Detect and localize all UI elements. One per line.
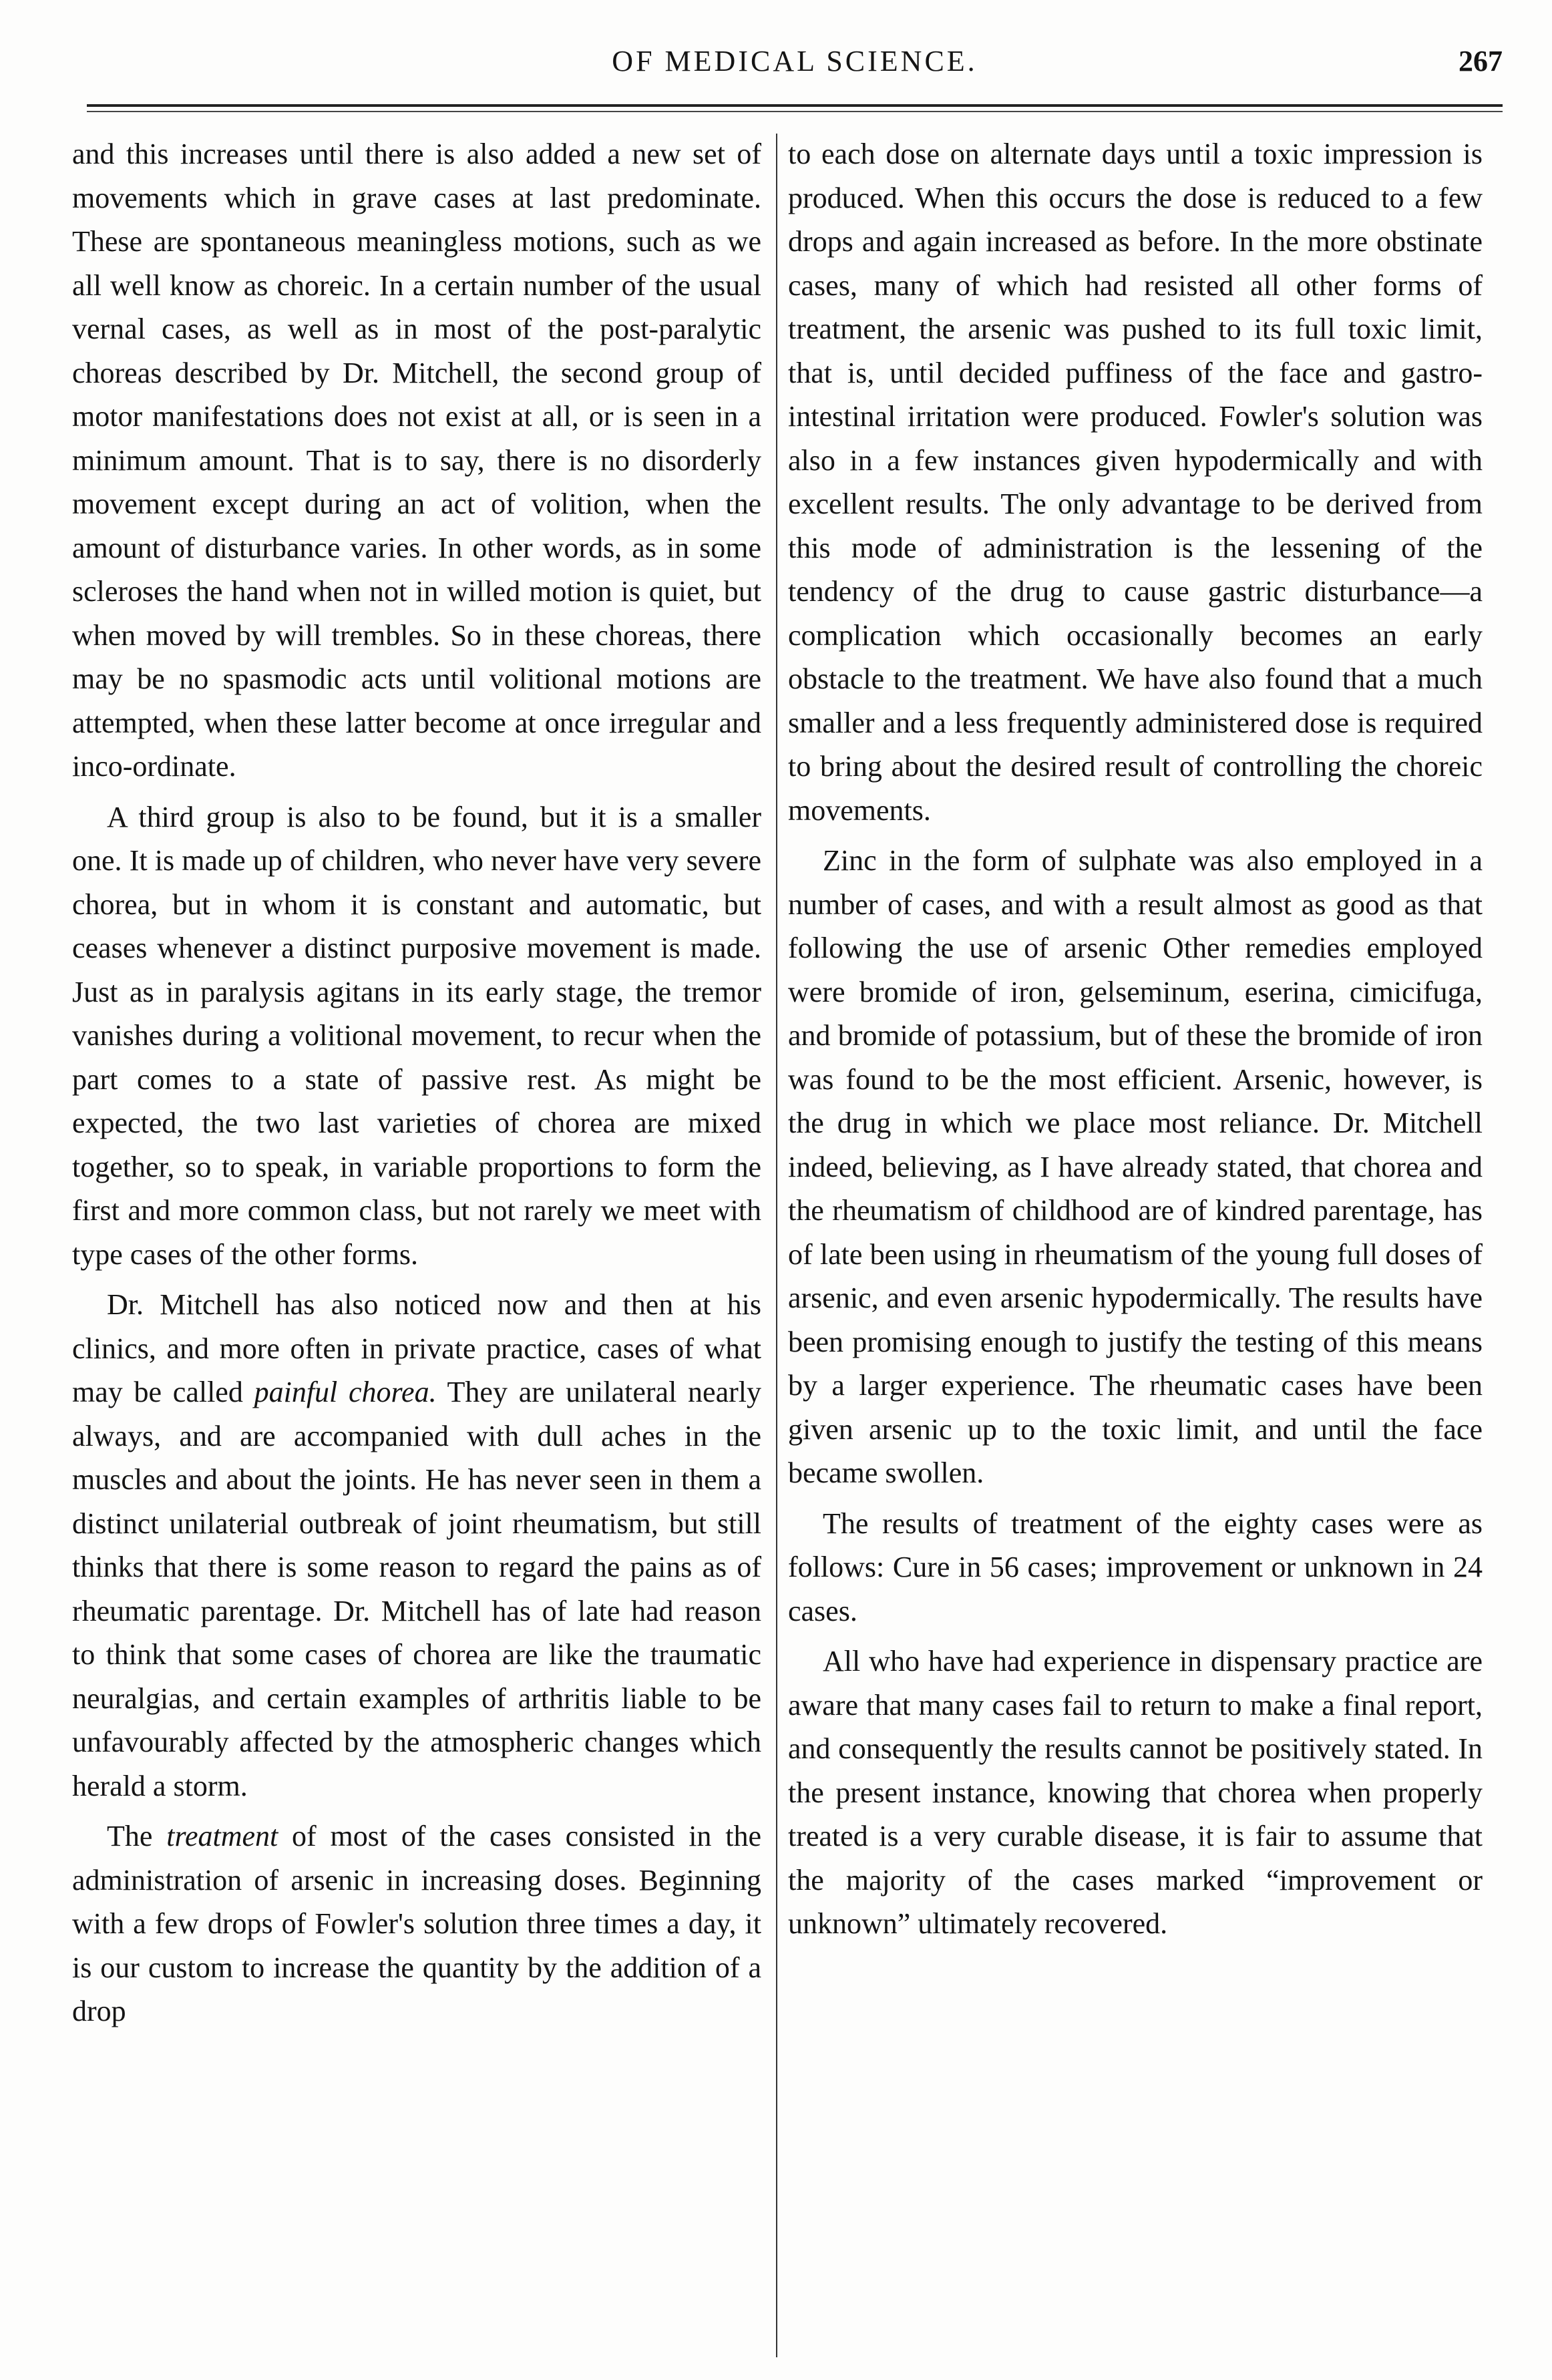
left-paragraph-4 (72, 1814, 761, 2033)
right-paragraph-2: Zinc in the form of sulphate was also employed in a number of cases, and with a result almost as good as that following the use of arsenic Other remedies employed were bromide of iron, gelseminum, eserina, cimicifuga, and bromide of potassium, but of these the bromide of iron was found to be the most efficient. Arsenic, however, is the drug in which we place most reliance. Dr. Mitchell indeed, believing, as I have already stated, that chorea and the rheumatism of childhood are of kindred parentage, has of late been using in rheumatism of the young full doses of arsenic, and even arsenic hypodermically. The results have been promising enough to justify the testing of this means by a larger experience. The rheumatic cases have been given arsenic up to the toxic limit, and until the face became swollen. (788, 844, 1483, 1489)
treatment-term: treatment (166, 1820, 278, 1852)
right-paragraph-4: All who have had experience in dispensary practice are aware that many cases fail to return to make a final report, and consequently the results cannot be positively stated. In the present instance, knowing that chorea when properly treated is a very curable disease, it is fair to assume that the majority of the cases marked “improvement or unknown” ultimately recovered. (788, 1645, 1483, 1940)
right-column (788, 132, 1483, 1946)
left-paragraph-4-text-a: The (107, 1820, 167, 1852)
left-paragraph-3 (72, 1283, 761, 1808)
left-column (72, 132, 761, 2033)
right-paragraph-3: The results of treatment of the eighty cases were as follows: Cure in 56 cases; improvement or unknown in 24 cases. (788, 1507, 1483, 1627)
column-divider (776, 134, 777, 2357)
running-title: OF MEDICAL SCIENCE. (612, 45, 978, 77)
left-paragraph-3-text-a: Dr. Mitchell has also noticed now and then at his clinics, and more often in private practice, cases of what may be called (72, 1288, 761, 1408)
left-paragraph-4-text-b: of most of the cases consisted in the administration of arsenic in increasing doses. Beginning with a few drops of Fowler's solution three times a day, it is our custom to increase the quantity by the addition of a drop (72, 1820, 762, 2027)
header-rule-thick (87, 104, 1503, 107)
page-number: 267 (1459, 45, 1503, 77)
left-paragraph-1: and this increases until there is also added a new set of movements which in grave cases at last predominate. These are spontaneous meaningless motions, such as we all well know as choreic. In a certain number of the usual vernal cases, as well as in most of the post-paralytic choreas described by Dr. Mitchell, the second group of motor manifestations does not exist at all, or is seen in a minimum amount. That is to say, there is no disorderly movement except during an act of volition, when the amount of disturbance varies. In other words, as in some scleroses the hand when not in willed motion is quiet, but when moved by will trembles. So in these choreas, there may be no spasmodic acts until volitional motions are attempted, when these latter become at once irregular and inco-ordinate. (72, 138, 761, 783)
right-paragraph-1: to each dose on alternate days until a toxic impression is produced. When this occurs the dose is reduced to a few drops and again increased as before. In the more obstinate cases, many of which had resisted all other forms of treatment, the arsenic was pushed to its full toxic limit, that is, until decided puffiness of the face and gastro-intestinal irritation were produced. Fowler's solution was also in a few instances given hypodermically and with excellent results. The only advantage to be derived from this mode of administration is the lessening of the tendency of the drug to cause gastric disturbance—a complication which occasionally becomes an early obstacle to the treatment. We have also found that a much smaller and a less frequently administered dose is required to bring about the desired result of controlling the choreic movements. (788, 138, 1483, 827)
running-head (87, 44, 1503, 91)
painful-chorea-term: painful chorea. (254, 1376, 437, 1408)
left-paragraph-3-text-b: They are unilateral nearly always, and are accompanied with dull aches in the muscles and about the joints. He has never seen in them a distinct unilaterial outbreak of joint rheumatism, but still thinks that there is some reason to regard the pains as of rheumatic parentage. Dr. Mitchell has of late had reason to think that some cases of chorea are like the traumatic neuralgias, and certain examples of arthritis liable to be unfavourably affected by the atmospheric changes which herald a storm. (72, 1376, 761, 1802)
left-paragraph-2: A third group is also to be found, but it is a smaller one. It is made up of children, who never have very severe chorea, but in whom it is constant and automatic, but ceases whenever a distinct purposive movement is made. Just as in paralysis agitans in its early stage, the tremor vanishes during a volitional movement, to recur when the part comes to a state of passive rest. As might be expected, the two last varieties of chorea are mixed together, so to speak, in variable proportions to form the first and more common class, but not rarely we meet with type cases of the other forms. (72, 800, 761, 1271)
header-rule-thin (87, 111, 1503, 112)
